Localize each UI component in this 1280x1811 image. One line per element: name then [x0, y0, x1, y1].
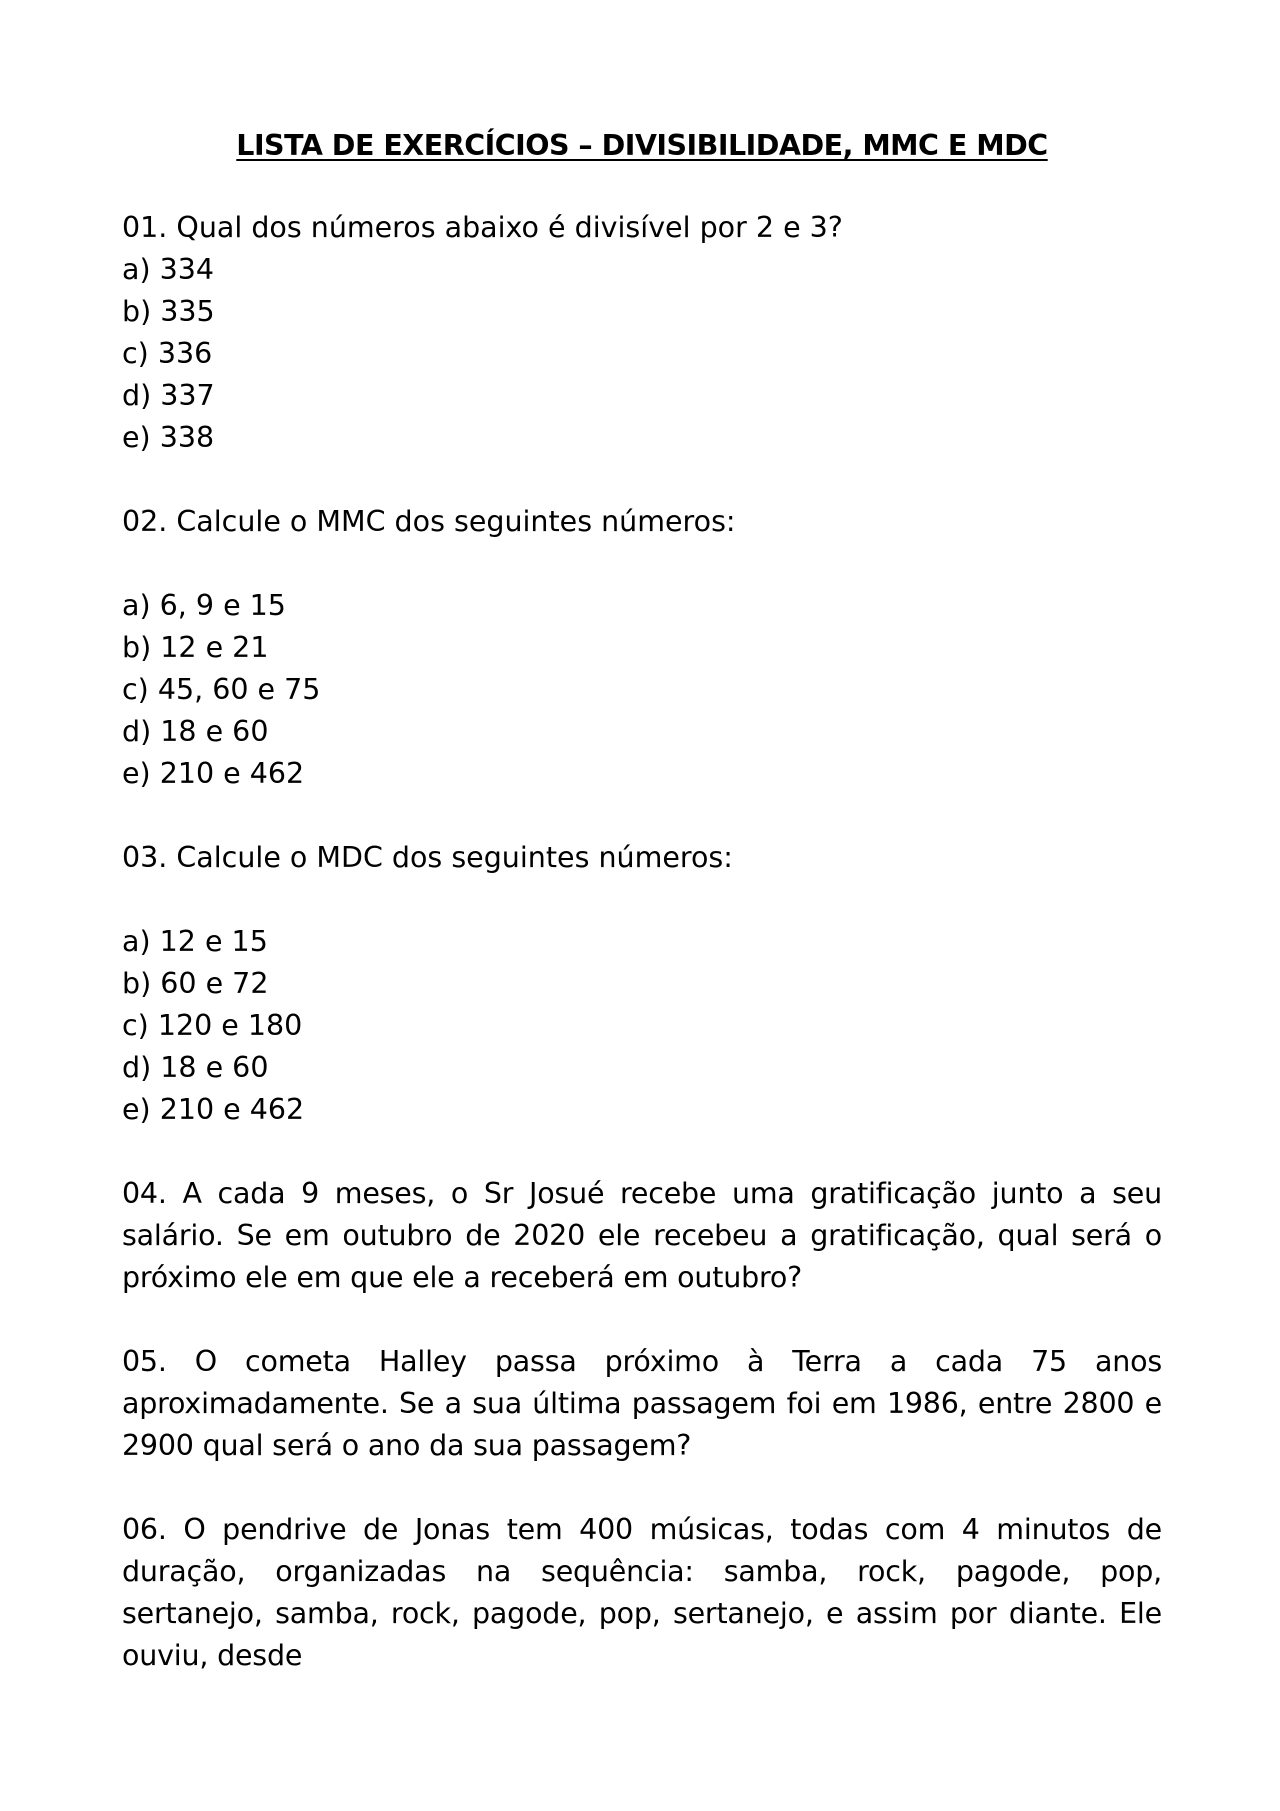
question-1-option-d: d) 337 [122, 379, 215, 412]
question-3-option-a: a) 12 e 15 [122, 925, 268, 958]
question-6-text: 06. O pendrive de Jonas tem 400 músicas, todas com 4 minutos de duração, organizadas na sequência: samba, rock, pagode, pop, sertanejo, samba, rock, pagode, pop, sertanejo, e assim por diante. Ele ouviu, desde [122, 1513, 1162, 1672]
question-2-option-c: c) 45, 60 e 75 [122, 673, 321, 706]
question-5-text: 05. O cometa Halley passa próximo à Terra a cada 75 anos aproximadamente. Se a sua última passagem foi em 1986, entre 2800 e 2900 qual será o ano da sua passagem? [122, 1345, 1162, 1462]
spacer [122, 1467, 1162, 1509]
question-2-option-d: d) 18 e 60 [122, 715, 269, 748]
spacer [122, 1131, 1162, 1173]
spacer [122, 795, 1162, 837]
question-3-option-c: c) 120 e 180 [122, 1009, 303, 1042]
question-2-text: 02. Calcule o MMC dos seguintes números: [122, 505, 736, 538]
spacer [122, 459, 1162, 501]
question-3 [122, 837, 1162, 1131]
question-4-text: 04. A cada 9 meses, o Sr Josué recebe uma gratificação junto a seu salário. Se em outubro de 2020 ele recebeu a gratificação, qual será o próximo ele em que ele a receberá em outubro? [122, 1177, 1162, 1294]
document-page [122, 125, 1162, 1677]
question-1-option-b: b) 335 [122, 295, 215, 328]
spacer [122, 1299, 1162, 1341]
question-3-option-b: b) 60 e 72 [122, 967, 269, 1000]
question-1 [122, 207, 1162, 459]
question-2 [122, 501, 1162, 795]
question-1-option-e: e) 338 [122, 421, 215, 454]
page-title: LISTA DE EXERCÍCIOS – DIVISIBILIDADE, MMC E MDC [236, 129, 1048, 162]
question-2-option-a: a) 6, 9 e 15 [122, 589, 286, 622]
spacer [122, 543, 1162, 585]
question-3-text: 03. Calcule o MDC dos seguintes números: [122, 841, 733, 874]
question-1-option-a: a) 334 [122, 253, 215, 286]
question-3-option-d: d) 18 e 60 [122, 1051, 269, 1084]
spacer [122, 879, 1162, 921]
question-3-option-e: e) 210 e 462 [122, 1093, 305, 1126]
question-1-text: 01. Qual dos números abaixo é divisível por 2 e 3? [122, 211, 843, 244]
question-1-option-c: c) 336 [122, 337, 213, 370]
question-2-option-e: e) 210 e 462 [122, 757, 305, 790]
question-2-option-b: b) 12 e 21 [122, 631, 269, 664]
